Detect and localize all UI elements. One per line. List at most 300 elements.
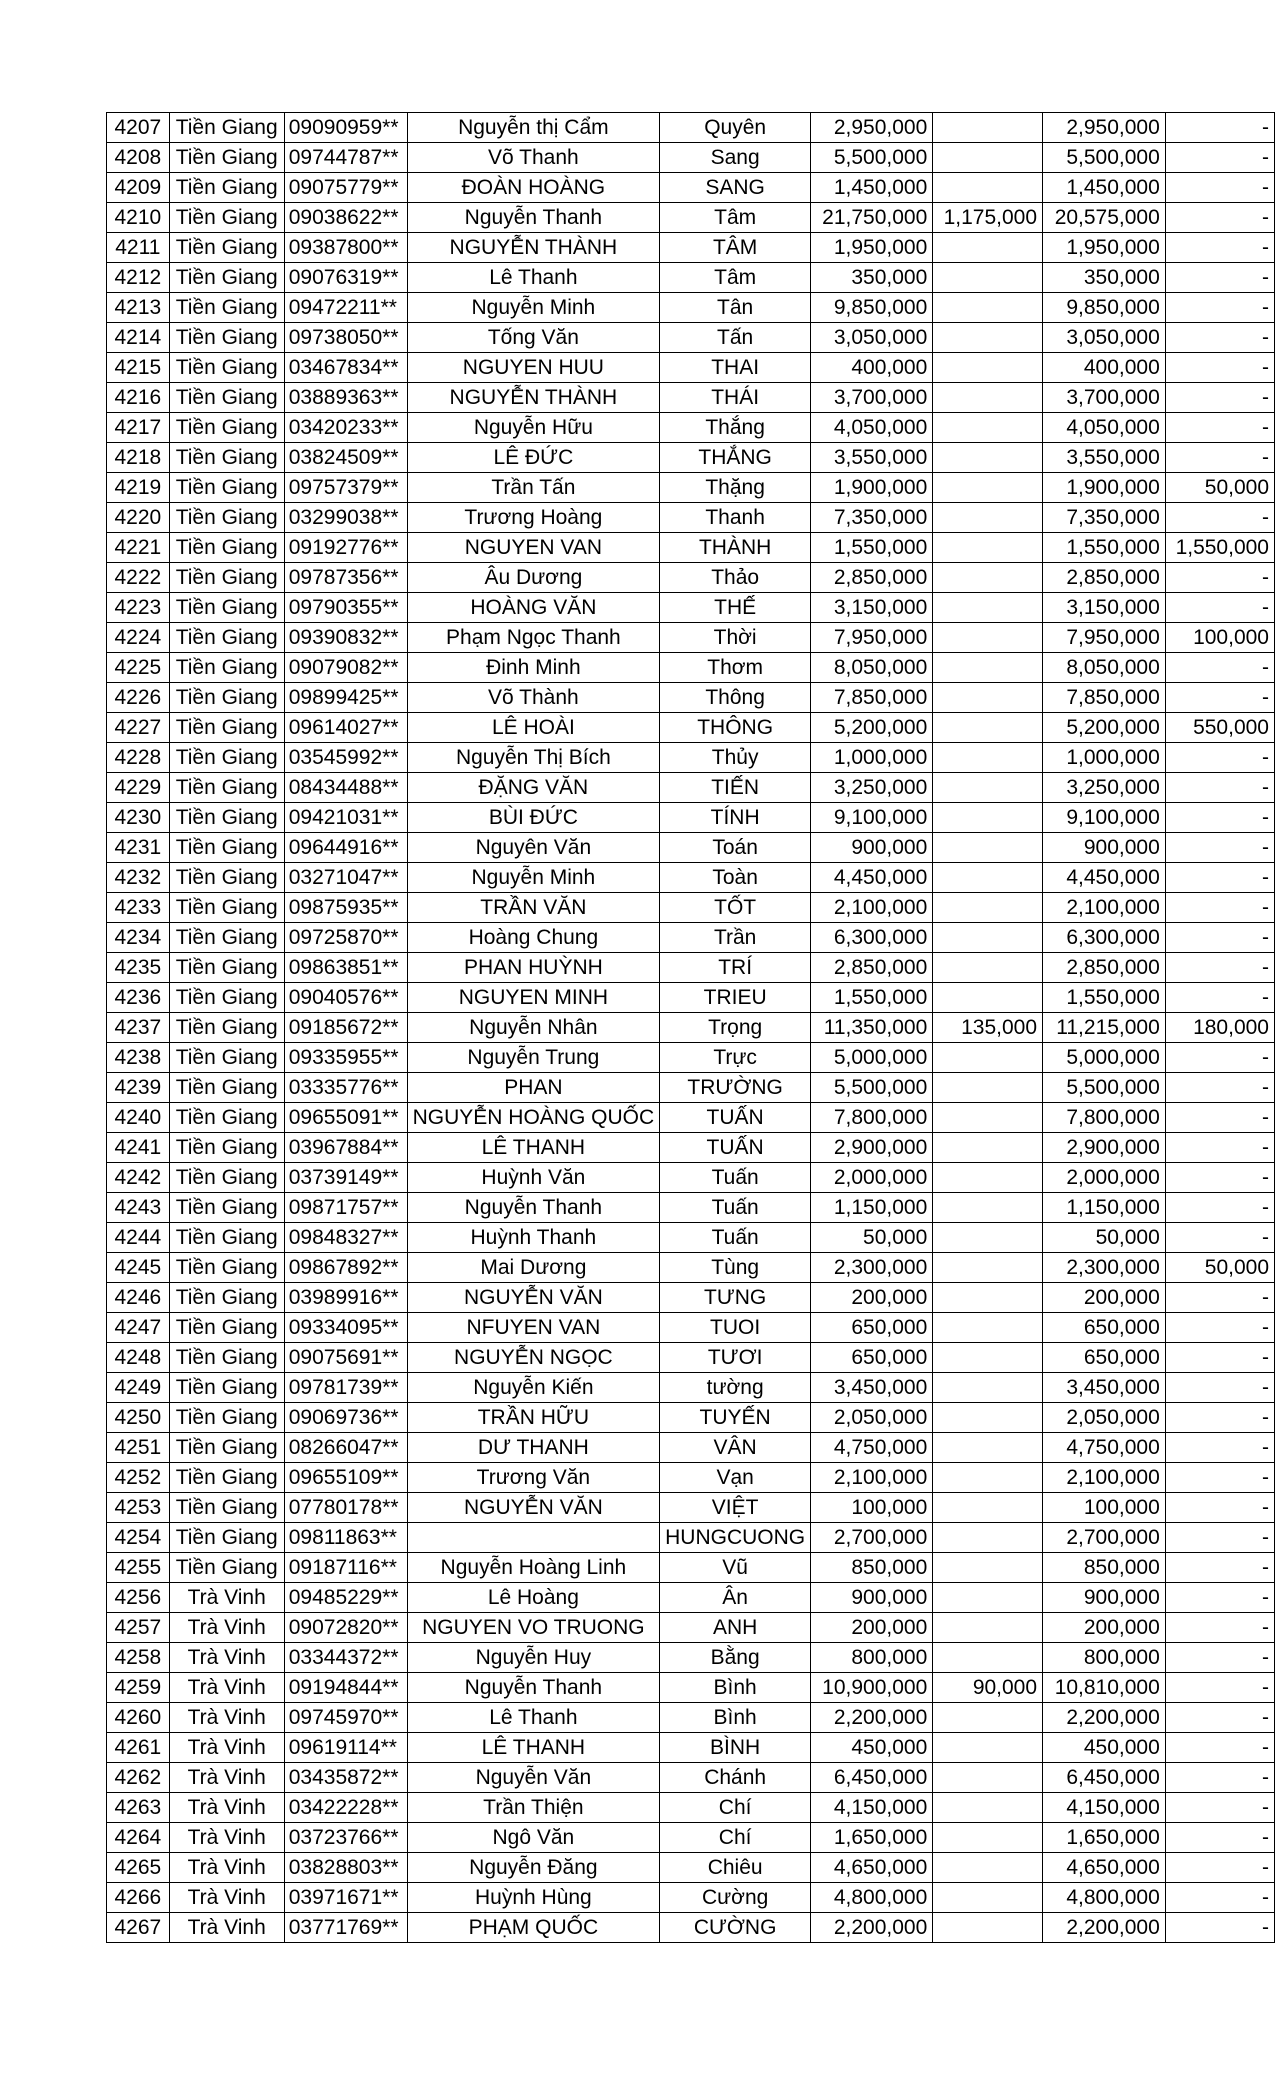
- cell-row-number: 4226: [107, 683, 170, 713]
- cell-province: Tiền Giang: [169, 1013, 284, 1043]
- cell-phone: 03422228**: [284, 1793, 407, 1823]
- cell-row-number: 4254: [107, 1523, 170, 1553]
- cell-row-number: 4216: [107, 383, 170, 413]
- cell-deduction: [933, 503, 1043, 533]
- cell-row-number: 4242: [107, 1163, 170, 1193]
- data-table: [106, 112, 1275, 1943]
- cell-phone: 09867892**: [284, 1253, 407, 1283]
- cell-extra-amount: -: [1165, 1643, 1274, 1673]
- cell-extra-amount: -: [1165, 353, 1274, 383]
- cell-surname-middle: NGUYEN VO TRUONG: [407, 1613, 660, 1643]
- cell-row-number: 4241: [107, 1133, 170, 1163]
- cell-net-amount: 450,000: [1043, 1733, 1166, 1763]
- cell-net-amount: 400,000: [1043, 353, 1166, 383]
- table-row: [107, 1493, 1275, 1523]
- table-row: [107, 743, 1275, 773]
- table-row: [107, 1913, 1275, 1943]
- cell-phone: 09075691**: [284, 1343, 407, 1373]
- cell-net-amount: 1,000,000: [1043, 743, 1166, 773]
- cell-given-name: TRƯỜNG: [660, 1073, 811, 1103]
- cell-total-amount: 7,350,000: [811, 503, 933, 533]
- cell-province: Trà Vinh: [169, 1763, 284, 1793]
- cell-phone: 09185672**: [284, 1013, 407, 1043]
- cell-phone: 03545992**: [284, 743, 407, 773]
- cell-province: Tiền Giang: [169, 263, 284, 293]
- cell-phone: 09790355**: [284, 593, 407, 623]
- cell-phone: 03335776**: [284, 1073, 407, 1103]
- cell-surname-middle: TRẦN HỮU: [407, 1403, 660, 1433]
- table-row: [107, 203, 1275, 233]
- cell-net-amount: 2,900,000: [1043, 1133, 1166, 1163]
- cell-net-amount: 5,500,000: [1043, 143, 1166, 173]
- cell-total-amount: 1,450,000: [811, 173, 933, 203]
- cell-surname-middle: Đinh Minh: [407, 653, 660, 683]
- cell-surname-middle: Âu Dương: [407, 563, 660, 593]
- cell-total-amount: 1,550,000: [811, 983, 933, 1013]
- cell-province: Tiền Giang: [169, 1373, 284, 1403]
- cell-given-name: TRÍ: [660, 953, 811, 983]
- cell-net-amount: 4,050,000: [1043, 413, 1166, 443]
- cell-net-amount: 2,200,000: [1043, 1703, 1166, 1733]
- cell-extra-amount: -: [1165, 1193, 1274, 1223]
- cell-given-name: TỐT: [660, 893, 811, 923]
- cell-surname-middle: ĐOÀN HOÀNG: [407, 173, 660, 203]
- cell-given-name: Vạn: [660, 1463, 811, 1493]
- cell-extra-amount: -: [1165, 893, 1274, 923]
- cell-row-number: 4266: [107, 1883, 170, 1913]
- cell-province: Tiền Giang: [169, 1463, 284, 1493]
- cell-surname-middle: Nguyễn Văn: [407, 1763, 660, 1793]
- cell-province: Tiền Giang: [169, 353, 284, 383]
- cell-net-amount: 2,950,000: [1043, 113, 1166, 143]
- cell-province: Tiền Giang: [169, 1313, 284, 1343]
- cell-deduction: [933, 143, 1043, 173]
- cell-surname-middle: Nguyễn thị Cẩm: [407, 113, 660, 143]
- cell-total-amount: 11,350,000: [811, 1013, 933, 1043]
- cell-net-amount: 650,000: [1043, 1313, 1166, 1343]
- table-row: [107, 383, 1275, 413]
- cell-net-amount: 900,000: [1043, 1583, 1166, 1613]
- cell-total-amount: 9,100,000: [811, 803, 933, 833]
- cell-deduction: [933, 803, 1043, 833]
- cell-extra-amount: -: [1165, 413, 1274, 443]
- cell-surname-middle: Nguyễn Huy: [407, 1643, 660, 1673]
- cell-deduction: [933, 113, 1043, 143]
- cell-net-amount: 3,450,000: [1043, 1373, 1166, 1403]
- cell-deduction: [933, 1493, 1043, 1523]
- cell-deduction: [933, 533, 1043, 563]
- cell-given-name: Toàn: [660, 863, 811, 893]
- cell-total-amount: 800,000: [811, 1643, 933, 1673]
- table-row: [107, 923, 1275, 953]
- cell-row-number: 4236: [107, 983, 170, 1013]
- cell-given-name: THẾ: [660, 593, 811, 623]
- cell-province: Tiền Giang: [169, 1223, 284, 1253]
- cell-province: Tiền Giang: [169, 593, 284, 623]
- table-row: [107, 1433, 1275, 1463]
- cell-phone: 08434488**: [284, 773, 407, 803]
- cell-deduction: [933, 713, 1043, 743]
- cell-row-number: 4234: [107, 923, 170, 953]
- cell-phone: 09619114**: [284, 1733, 407, 1763]
- cell-net-amount: 1,150,000: [1043, 1193, 1166, 1223]
- cell-deduction: [933, 623, 1043, 653]
- cell-net-amount: 4,450,000: [1043, 863, 1166, 893]
- cell-phone: 09187116**: [284, 1553, 407, 1583]
- cell-net-amount: 200,000: [1043, 1613, 1166, 1643]
- cell-deduction: 90,000: [933, 1673, 1043, 1703]
- cell-total-amount: 3,450,000: [811, 1373, 933, 1403]
- cell-surname-middle: TRẦN VĂN: [407, 893, 660, 923]
- cell-surname-middle: Lê Thanh: [407, 263, 660, 293]
- table-row: [107, 803, 1275, 833]
- cell-phone: 09848327**: [284, 1223, 407, 1253]
- cell-row-number: 4255: [107, 1553, 170, 1583]
- table-row: [107, 1853, 1275, 1883]
- cell-row-number: 4209: [107, 173, 170, 203]
- cell-total-amount: 850,000: [811, 1553, 933, 1583]
- cell-given-name: Thông: [660, 683, 811, 713]
- cell-surname-middle: LÊ THANH: [407, 1733, 660, 1763]
- cell-net-amount: 6,450,000: [1043, 1763, 1166, 1793]
- table-row: [107, 413, 1275, 443]
- cell-net-amount: 1,450,000: [1043, 173, 1166, 203]
- cell-given-name: VIỆT: [660, 1493, 811, 1523]
- cell-net-amount: 1,950,000: [1043, 233, 1166, 263]
- cell-deduction: [933, 1193, 1043, 1223]
- cell-deduction: [933, 863, 1043, 893]
- cell-row-number: 4243: [107, 1193, 170, 1223]
- cell-given-name: Tâm: [660, 203, 811, 233]
- cell-extra-amount: 50,000: [1165, 473, 1274, 503]
- cell-total-amount: 50,000: [811, 1223, 933, 1253]
- cell-row-number: 4260: [107, 1703, 170, 1733]
- cell-total-amount: 650,000: [811, 1313, 933, 1343]
- cell-phone: 03723766**: [284, 1823, 407, 1853]
- cell-net-amount: 2,200,000: [1043, 1913, 1166, 1943]
- cell-row-number: 4239: [107, 1073, 170, 1103]
- cell-province: Tiền Giang: [169, 1553, 284, 1583]
- table-row: [107, 893, 1275, 923]
- cell-surname-middle: PHAN HUỲNH: [407, 953, 660, 983]
- cell-extra-amount: -: [1165, 1373, 1274, 1403]
- cell-given-name: Chánh: [660, 1763, 811, 1793]
- cell-extra-amount: -: [1165, 1073, 1274, 1103]
- table-row: [107, 683, 1275, 713]
- cell-given-name: Toán: [660, 833, 811, 863]
- cell-net-amount: 3,550,000: [1043, 443, 1166, 473]
- cell-net-amount: 10,810,000: [1043, 1673, 1166, 1703]
- cell-phone: 09194844**: [284, 1673, 407, 1703]
- cell-row-number: 4220: [107, 503, 170, 533]
- cell-province: Tiền Giang: [169, 983, 284, 1013]
- cell-extra-amount: -: [1165, 1853, 1274, 1883]
- cell-extra-amount: -: [1165, 293, 1274, 323]
- cell-deduction: [933, 293, 1043, 323]
- cell-surname-middle: Nguyễn Thanh: [407, 1193, 660, 1223]
- cell-phone: 03971671**: [284, 1883, 407, 1913]
- cell-province: Tiền Giang: [169, 773, 284, 803]
- cell-total-amount: 3,550,000: [811, 443, 933, 473]
- cell-total-amount: 2,850,000: [811, 953, 933, 983]
- table-row: [107, 863, 1275, 893]
- cell-province: Tiền Giang: [169, 1133, 284, 1163]
- cell-deduction: [933, 443, 1043, 473]
- cell-given-name: THÁI: [660, 383, 811, 413]
- cell-province: Tiền Giang: [169, 1043, 284, 1073]
- cell-phone: 03467834**: [284, 353, 407, 383]
- cell-surname-middle: Trương Hoàng: [407, 503, 660, 533]
- cell-phone: 03739149**: [284, 1163, 407, 1193]
- cell-surname-middle: Nguyễn Hoàng Linh: [407, 1553, 660, 1583]
- cell-row-number: 4257: [107, 1613, 170, 1643]
- cell-surname-middle: Trần Tấn: [407, 473, 660, 503]
- cell-deduction: [933, 923, 1043, 953]
- cell-total-amount: 1,000,000: [811, 743, 933, 773]
- cell-extra-amount: -: [1165, 1343, 1274, 1373]
- cell-deduction: [933, 1793, 1043, 1823]
- cell-total-amount: 5,500,000: [811, 1073, 933, 1103]
- cell-row-number: 4214: [107, 323, 170, 353]
- cell-phone: 09899425**: [284, 683, 407, 713]
- cell-surname-middle: PHAN: [407, 1073, 660, 1103]
- table-row: [107, 713, 1275, 743]
- table-row: [107, 953, 1275, 983]
- cell-province: Trà Vinh: [169, 1733, 284, 1763]
- cell-extra-amount: -: [1165, 1523, 1274, 1553]
- cell-extra-amount: -: [1165, 1133, 1274, 1163]
- cell-province: Tiền Giang: [169, 743, 284, 773]
- cell-phone: 03967884**: [284, 1133, 407, 1163]
- cell-province: Tiền Giang: [169, 923, 284, 953]
- table-body: [107, 113, 1275, 1943]
- cell-extra-amount: -: [1165, 203, 1274, 233]
- cell-given-name: TƯƠI: [660, 1343, 811, 1373]
- cell-total-amount: 4,800,000: [811, 1883, 933, 1913]
- cell-row-number: 4247: [107, 1313, 170, 1343]
- cell-extra-amount: -: [1165, 263, 1274, 293]
- cell-phone: 09655091**: [284, 1103, 407, 1133]
- cell-net-amount: 800,000: [1043, 1643, 1166, 1673]
- cell-given-name: Chiêu: [660, 1853, 811, 1883]
- cell-extra-amount: -: [1165, 1883, 1274, 1913]
- cell-net-amount: 4,150,000: [1043, 1793, 1166, 1823]
- cell-phone: 09079082**: [284, 653, 407, 683]
- cell-net-amount: 8,050,000: [1043, 653, 1166, 683]
- cell-phone: 03989916**: [284, 1283, 407, 1313]
- cell-net-amount: 3,700,000: [1043, 383, 1166, 413]
- cell-row-number: 4215: [107, 353, 170, 383]
- cell-phone: 03824509**: [284, 443, 407, 473]
- cell-given-name: SANG: [660, 173, 811, 203]
- cell-surname-middle: Ngô Văn: [407, 1823, 660, 1853]
- cell-deduction: [933, 1733, 1043, 1763]
- table-row: [107, 263, 1275, 293]
- cell-extra-amount: -: [1165, 1733, 1274, 1763]
- cell-surname-middle: Nguyên Văn: [407, 833, 660, 863]
- cell-deduction: [933, 1283, 1043, 1313]
- cell-total-amount: 4,050,000: [811, 413, 933, 443]
- cell-net-amount: 2,700,000: [1043, 1523, 1166, 1553]
- cell-given-name: Thảo: [660, 563, 811, 593]
- cell-total-amount: 400,000: [811, 353, 933, 383]
- cell-net-amount: 3,050,000: [1043, 323, 1166, 353]
- cell-phone: 09072820**: [284, 1613, 407, 1643]
- cell-extra-amount: 1,550,000: [1165, 533, 1274, 563]
- cell-extra-amount: -: [1165, 1823, 1274, 1853]
- cell-row-number: 4218: [107, 443, 170, 473]
- cell-row-number: 4237: [107, 1013, 170, 1043]
- cell-surname-middle: Nguyễn Thị Bích: [407, 743, 660, 773]
- cell-deduction: [933, 473, 1043, 503]
- cell-net-amount: 5,200,000: [1043, 713, 1166, 743]
- cell-given-name: Thủy: [660, 743, 811, 773]
- cell-extra-amount: -: [1165, 1283, 1274, 1313]
- cell-phone: 09334095**: [284, 1313, 407, 1343]
- table-row: [107, 1163, 1275, 1193]
- cell-phone: 03299038**: [284, 503, 407, 533]
- cell-province: Trà Vinh: [169, 1673, 284, 1703]
- cell-given-name: Cường: [660, 1883, 811, 1913]
- cell-row-number: 4250: [107, 1403, 170, 1433]
- cell-extra-amount: 550,000: [1165, 713, 1274, 743]
- cell-deduction: [933, 1403, 1043, 1433]
- cell-province: Tiền Giang: [169, 383, 284, 413]
- cell-row-number: 4219: [107, 473, 170, 503]
- cell-deduction: [933, 1703, 1043, 1733]
- cell-phone: 09335955**: [284, 1043, 407, 1073]
- cell-province: Tiền Giang: [169, 1193, 284, 1223]
- table-row: [107, 323, 1275, 353]
- cell-province: Tiền Giang: [169, 1283, 284, 1313]
- cell-deduction: [933, 1433, 1043, 1463]
- cell-deduction: [933, 1313, 1043, 1343]
- table-row: [107, 113, 1275, 143]
- table-row: [107, 473, 1275, 503]
- cell-extra-amount: -: [1165, 1763, 1274, 1793]
- cell-given-name: CƯỜNG: [660, 1913, 811, 1943]
- cell-extra-amount: -: [1165, 1493, 1274, 1523]
- cell-total-amount: 5,200,000: [811, 713, 933, 743]
- cell-phone: 09787356**: [284, 563, 407, 593]
- cell-net-amount: 2,850,000: [1043, 953, 1166, 983]
- cell-surname-middle: Nguyễn Minh: [407, 293, 660, 323]
- cell-total-amount: 1,550,000: [811, 533, 933, 563]
- cell-province: Trà Vinh: [169, 1913, 284, 1943]
- cell-given-name: Chí: [660, 1793, 811, 1823]
- cell-total-amount: 1,900,000: [811, 473, 933, 503]
- cell-total-amount: 2,100,000: [811, 893, 933, 923]
- cell-deduction: [933, 173, 1043, 203]
- cell-net-amount: 650,000: [1043, 1343, 1166, 1373]
- cell-total-amount: 8,050,000: [811, 653, 933, 683]
- cell-extra-amount: -: [1165, 1703, 1274, 1733]
- cell-row-number: 4227: [107, 713, 170, 743]
- cell-province: Tiền Giang: [169, 833, 284, 863]
- cell-net-amount: 6,300,000: [1043, 923, 1166, 953]
- cell-deduction: [933, 1103, 1043, 1133]
- table-row: [107, 443, 1275, 473]
- cell-given-name: Thắng: [660, 413, 811, 443]
- cell-deduction: [933, 1253, 1043, 1283]
- cell-surname-middle: Nguyễn Hữu: [407, 413, 660, 443]
- cell-total-amount: 1,650,000: [811, 1823, 933, 1853]
- cell-total-amount: 2,950,000: [811, 113, 933, 143]
- cell-deduction: [933, 1913, 1043, 1943]
- cell-surname-middle: DƯ THANH: [407, 1433, 660, 1463]
- cell-surname-middle: Trương Văn: [407, 1463, 660, 1493]
- table-row: [107, 353, 1275, 383]
- cell-row-number: 4251: [107, 1433, 170, 1463]
- cell-net-amount: 20,575,000: [1043, 203, 1166, 233]
- cell-deduction: [933, 413, 1043, 443]
- cell-extra-amount: -: [1165, 683, 1274, 713]
- cell-given-name: TUOI: [660, 1313, 811, 1343]
- cell-province: Trà Vinh: [169, 1853, 284, 1883]
- cell-given-name: Bình: [660, 1703, 811, 1733]
- cell-phone: 09655109**: [284, 1463, 407, 1493]
- cell-extra-amount: -: [1165, 323, 1274, 353]
- cell-total-amount: 4,150,000: [811, 1793, 933, 1823]
- cell-surname-middle: NGUYỄN HOÀNG QUỐC: [407, 1103, 660, 1133]
- cell-extra-amount: -: [1165, 1163, 1274, 1193]
- cell-province: Tiền Giang: [169, 623, 284, 653]
- cell-deduction: [933, 1223, 1043, 1253]
- cell-total-amount: 21,750,000: [811, 203, 933, 233]
- cell-surname-middle: Nguyễn Thanh: [407, 203, 660, 233]
- cell-deduction: [933, 1853, 1043, 1883]
- cell-phone: 03344372**: [284, 1643, 407, 1673]
- cell-row-number: 4225: [107, 653, 170, 683]
- cell-given-name: Tuấn: [660, 1193, 811, 1223]
- cell-deduction: [933, 1523, 1043, 1553]
- cell-extra-amount: -: [1165, 593, 1274, 623]
- cell-total-amount: 3,700,000: [811, 383, 933, 413]
- table-row: [107, 1043, 1275, 1073]
- cell-given-name: Tâm: [660, 263, 811, 293]
- cell-surname-middle: Lê Thanh: [407, 1703, 660, 1733]
- cell-net-amount: 2,100,000: [1043, 893, 1166, 923]
- cell-total-amount: 200,000: [811, 1283, 933, 1313]
- cell-row-number: 4208: [107, 143, 170, 173]
- cell-total-amount: 1,150,000: [811, 1193, 933, 1223]
- cell-given-name: Tùng: [660, 1253, 811, 1283]
- cell-net-amount: 5,000,000: [1043, 1043, 1166, 1073]
- cell-deduction: [933, 893, 1043, 923]
- table-row: [107, 293, 1275, 323]
- table-row: [107, 563, 1275, 593]
- cell-surname-middle: Võ Thanh: [407, 143, 660, 173]
- cell-row-number: 4233: [107, 893, 170, 923]
- cell-phone: 09757379**: [284, 473, 407, 503]
- cell-net-amount: 1,550,000: [1043, 983, 1166, 1013]
- cell-given-name: Bằng: [660, 1643, 811, 1673]
- cell-total-amount: 4,650,000: [811, 1853, 933, 1883]
- table-row: [107, 1343, 1275, 1373]
- cell-deduction: [933, 1343, 1043, 1373]
- cell-phone: 09614027**: [284, 713, 407, 743]
- cell-total-amount: 2,850,000: [811, 563, 933, 593]
- cell-province: Tiền Giang: [169, 1493, 284, 1523]
- cell-row-number: 4224: [107, 623, 170, 653]
- cell-given-name: Quyên: [660, 113, 811, 143]
- table-row: [107, 1373, 1275, 1403]
- cell-province: Tiền Giang: [169, 953, 284, 983]
- table-row: [107, 1643, 1275, 1673]
- cell-surname-middle: Huỳnh Văn: [407, 1163, 660, 1193]
- cell-total-amount: 4,450,000: [811, 863, 933, 893]
- cell-phone: 09871757**: [284, 1193, 407, 1223]
